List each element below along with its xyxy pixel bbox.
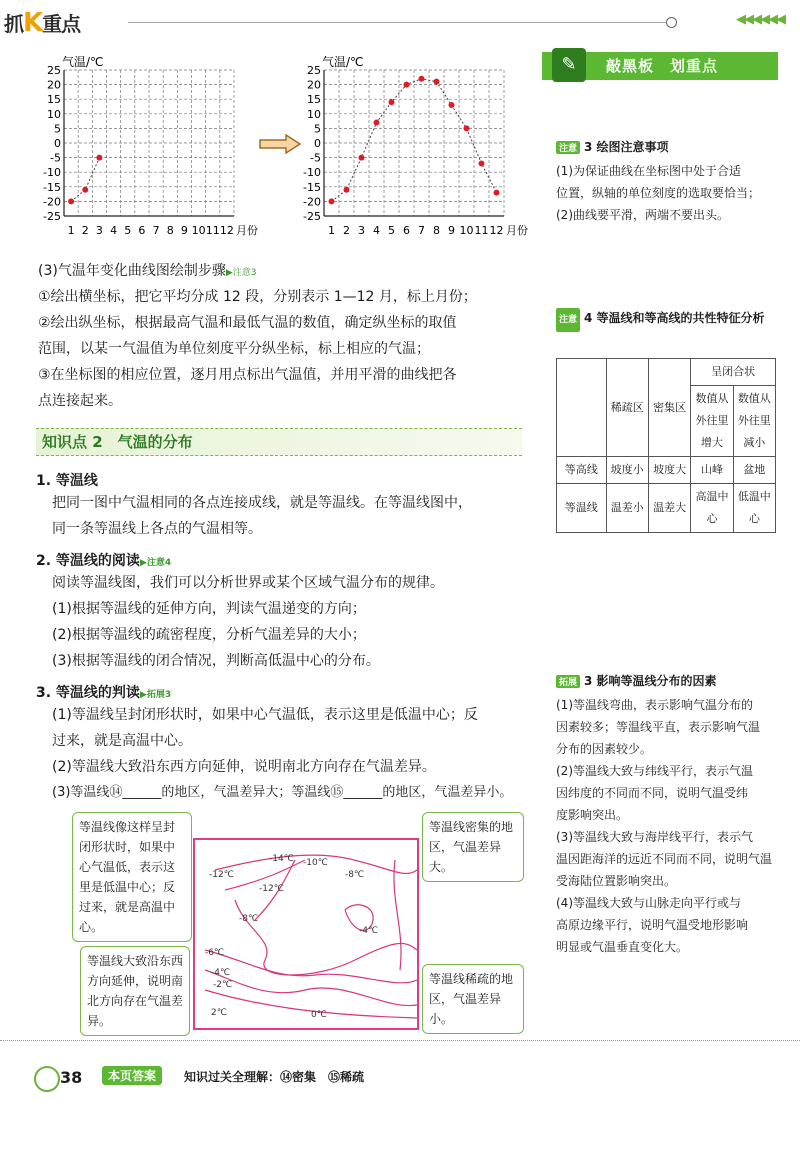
data-point	[82, 187, 88, 193]
x-tick-label: 2	[343, 224, 350, 236]
callout-sparse: 等温线稀疏的地区，气温差异小。	[422, 964, 524, 1034]
data-point	[329, 198, 335, 204]
data-point	[494, 190, 500, 196]
x-axis-label: 月份	[506, 224, 528, 236]
header-arrows-icon: ◀◀◀◀◀◀	[736, 12, 784, 27]
section-text: 过来，就是高温中心。	[52, 733, 192, 749]
x-tick-label: 11	[474, 224, 489, 236]
data-point	[389, 99, 395, 105]
isotherm-label: -8℃	[239, 914, 259, 924]
y-tick-label: -20	[43, 195, 61, 209]
x-tick-label: 3	[358, 224, 365, 236]
y-tick-label: 20	[307, 78, 321, 92]
data-point	[374, 120, 380, 126]
y-axis-label: 气温/℃	[62, 56, 104, 69]
x-tick-label: 9	[448, 224, 455, 236]
x-tick-label: 12	[489, 224, 504, 236]
answer-text: 知识过关全理解：⑭密集 ⑮稀疏	[184, 1070, 365, 1084]
data-point	[449, 102, 455, 108]
header-dot	[666, 17, 677, 28]
step-line: 点连接起来。	[38, 393, 122, 409]
callout-east-west: 等温线大致沿东西方向延伸，说明南北方向存在气温差异。	[80, 946, 190, 1036]
header-rule	[128, 22, 668, 23]
callout-dense: 等温线密集的地区，气温差异大。	[422, 812, 524, 882]
x-tick-label: 1	[328, 224, 335, 236]
blackboard-icon: ✎	[552, 48, 586, 82]
x-tick-label: 3	[95, 224, 103, 236]
section-title: 2. 等温线的阅读▶注意4	[36, 553, 172, 569]
isotherm-label: 0℃	[311, 1010, 327, 1020]
y-tick-label: -25	[303, 210, 321, 223]
x-axis-label: 月份	[236, 224, 258, 236]
extension-3-title: 拓展 3 影响等温线分布的因素	[556, 672, 780, 689]
isotherm-label: -14℃	[269, 854, 294, 864]
section-text: (1)根据等温线的延伸方向，判读气温递变的方向；	[52, 601, 366, 617]
isotherm-label: -6℃	[205, 948, 225, 958]
step-line: ①绘出横坐标，把它平均分成 12 段，分别表示 1—12 月，标上月份；	[38, 289, 477, 305]
data-point	[434, 79, 440, 85]
section-text: (2)根据等温线的疏密程度，分析气温差异的大小；	[52, 627, 366, 643]
y-tick-label: 0	[314, 137, 321, 150]
y-tick-label: 0	[54, 137, 61, 150]
x-tick-label: 12	[219, 224, 234, 236]
data-point	[464, 125, 470, 131]
section-text: (3)等温线⑭______的地区，气温差异大；等温线⑮______的地区，气温差异小。	[52, 785, 513, 800]
x-tick-label: 5	[388, 224, 395, 236]
callout-closed-isotherm: 等温线像这样呈封闭形状时，如果中心气温低，表示这里是低温中心；反过来，就是高温中心。	[72, 812, 192, 942]
x-tick-label: 10	[191, 224, 206, 236]
chart-svg	[290, 56, 542, 236]
y-tick-label: 10	[47, 107, 61, 121]
x-tick-label: 1	[67, 224, 75, 236]
step-title: (3)气温年变化曲线图绘制步骤▶注意3	[38, 263, 257, 279]
y-tick-label: 25	[47, 64, 61, 77]
x-tick-label: 6	[138, 224, 146, 236]
note-4-title: 注意 4 等温线和等高线的共性特征分析	[556, 306, 778, 332]
knowledge-point-banner: 知识点 2 气温的分布	[36, 428, 522, 456]
isotherm-label: -4℃	[211, 968, 231, 978]
y-tick-label: 15	[47, 93, 61, 107]
isotherm-label: 2℃	[211, 1008, 227, 1018]
x-tick-label: 8	[433, 224, 440, 236]
y-tick-label: 5	[54, 122, 61, 136]
data-point	[68, 198, 74, 204]
series-line	[71, 158, 99, 202]
section-title: 3. 等温线的判读▶拓展3	[36, 685, 172, 701]
isotherm-label: -8℃	[345, 870, 365, 880]
x-tick-label: 4	[110, 224, 118, 236]
section-text: (3)根据等温线的闭合情况，判断高低温中心的分布。	[52, 653, 380, 669]
comparison-table: 稀疏区 密集区 呈闭合状 数值从外往里增大 数值从外往里减小 等高线 坡度小 坡度大 山峰 盆地 等温线 温差小 温差大 高温中心 低温中心	[556, 358, 776, 533]
x-tick-label: 4	[373, 224, 380, 236]
chart-svg	[30, 56, 260, 236]
note-3-body: (1)为保证曲线在坐标图中处于合适 位置，纵轴的单位刻度的选取要恰当； (2)曲线要平滑，两端不要出头。	[556, 164, 761, 222]
y-tick-label: -15	[43, 180, 61, 194]
brand-logo: 抓K重点	[4, 8, 81, 38]
note-3-title: 注意 3 绘图注意事项	[556, 138, 780, 155]
x-tick-label: 10	[459, 224, 474, 236]
data-point	[96, 155, 102, 161]
y-tick-label: -20	[303, 195, 321, 209]
section-text: 阅读等温线图，我们可以分析世界或某个区域气温分布的规律。	[52, 575, 444, 591]
data-point	[359, 155, 365, 161]
isotherm-label: -2℃	[213, 980, 233, 990]
isotherm-lines	[195, 840, 417, 1028]
isotherm-map	[193, 838, 419, 1030]
x-tick-label: 5	[124, 224, 132, 236]
answer-badge: 本页答案	[102, 1066, 162, 1085]
extension-3-body: (1)等温线弯曲，表示影响气温分布的 因素较多；等温线平直，表示影响气温 分布的因素较少。 (2)等温线大致与纬线平行，表示气温 因纬度的不同而不同，说明气温受纬 度影响突出。 (3)等温线大致与海岸线平行，表示气 温因距海洋的远近不同而不同，说明气温 受海陆位置影响突出。 (4)等温线大致与山脉走向平行或与 高原边缘平行，说明气温受地形影响 明显或气温垂直变化大。	[556, 698, 773, 954]
sidebar-banner: 敲黑板 划重点	[542, 52, 778, 80]
x-tick-label: 11	[205, 224, 220, 236]
footer-rule	[0, 1040, 800, 1041]
x-tick-label: 7	[152, 224, 160, 236]
isotherm-label: -12℃	[209, 870, 234, 880]
section-text: (2)等温线大致沿东西方向延伸，说明南北方向存在气温差异。	[52, 759, 436, 775]
x-tick-label: 6	[403, 224, 410, 236]
section-text: 同一条等温线上各点的气温相等。	[52, 521, 262, 537]
temperature-chart-partial	[30, 56, 260, 236]
data-point	[419, 76, 425, 82]
step-line: ③在坐标图的相应位置，逐月用点标出气温值，并用平滑的曲线把各	[38, 367, 457, 383]
temperature-chart-full	[290, 56, 542, 236]
y-tick-label: 20	[47, 78, 61, 92]
page-number-icon	[34, 1066, 60, 1092]
step-line: 范围，以某一气温值为单位刻度平分纵坐标，标上相应的气温；	[38, 341, 430, 357]
y-tick-label: -10	[303, 166, 321, 180]
data-point	[404, 82, 410, 88]
y-tick-label: 25	[307, 64, 321, 77]
y-tick-label: -5	[50, 151, 61, 165]
y-tick-label: 15	[307, 93, 321, 107]
data-point	[344, 187, 350, 193]
data-point	[479, 160, 485, 166]
isotherm-label: -4℃	[359, 926, 379, 936]
section-text: 把同一图中气温相同的各点连接成线，就是等温线。在等温线图中，	[52, 495, 472, 511]
x-tick-label: 8	[166, 224, 174, 236]
y-tick-label: 10	[307, 107, 321, 121]
isotherm-label: -12℃	[259, 884, 284, 894]
x-tick-label: 9	[180, 224, 188, 236]
page-number: 38	[60, 1068, 83, 1087]
x-tick-label: 2	[81, 224, 89, 236]
section-title: 1. 等温线	[36, 473, 98, 489]
y-axis-label: 气温/℃	[322, 56, 364, 69]
y-tick-label: -5	[310, 151, 321, 165]
y-tick-label: -15	[303, 180, 321, 194]
y-tick-label: -25	[43, 210, 61, 223]
y-tick-label: 5	[314, 122, 321, 136]
y-tick-label: -10	[43, 166, 61, 180]
isotherm-label: -10℃	[303, 858, 328, 868]
step-line: ②绘出纵坐标，根据最高气温和最低气温的数值，确定纵坐标的取值	[38, 315, 457, 331]
x-tick-label: 7	[418, 224, 425, 236]
section-text: (1)等温线呈封闭形状时，如果中心气温低，表示这里是低温中心；反	[52, 707, 478, 723]
